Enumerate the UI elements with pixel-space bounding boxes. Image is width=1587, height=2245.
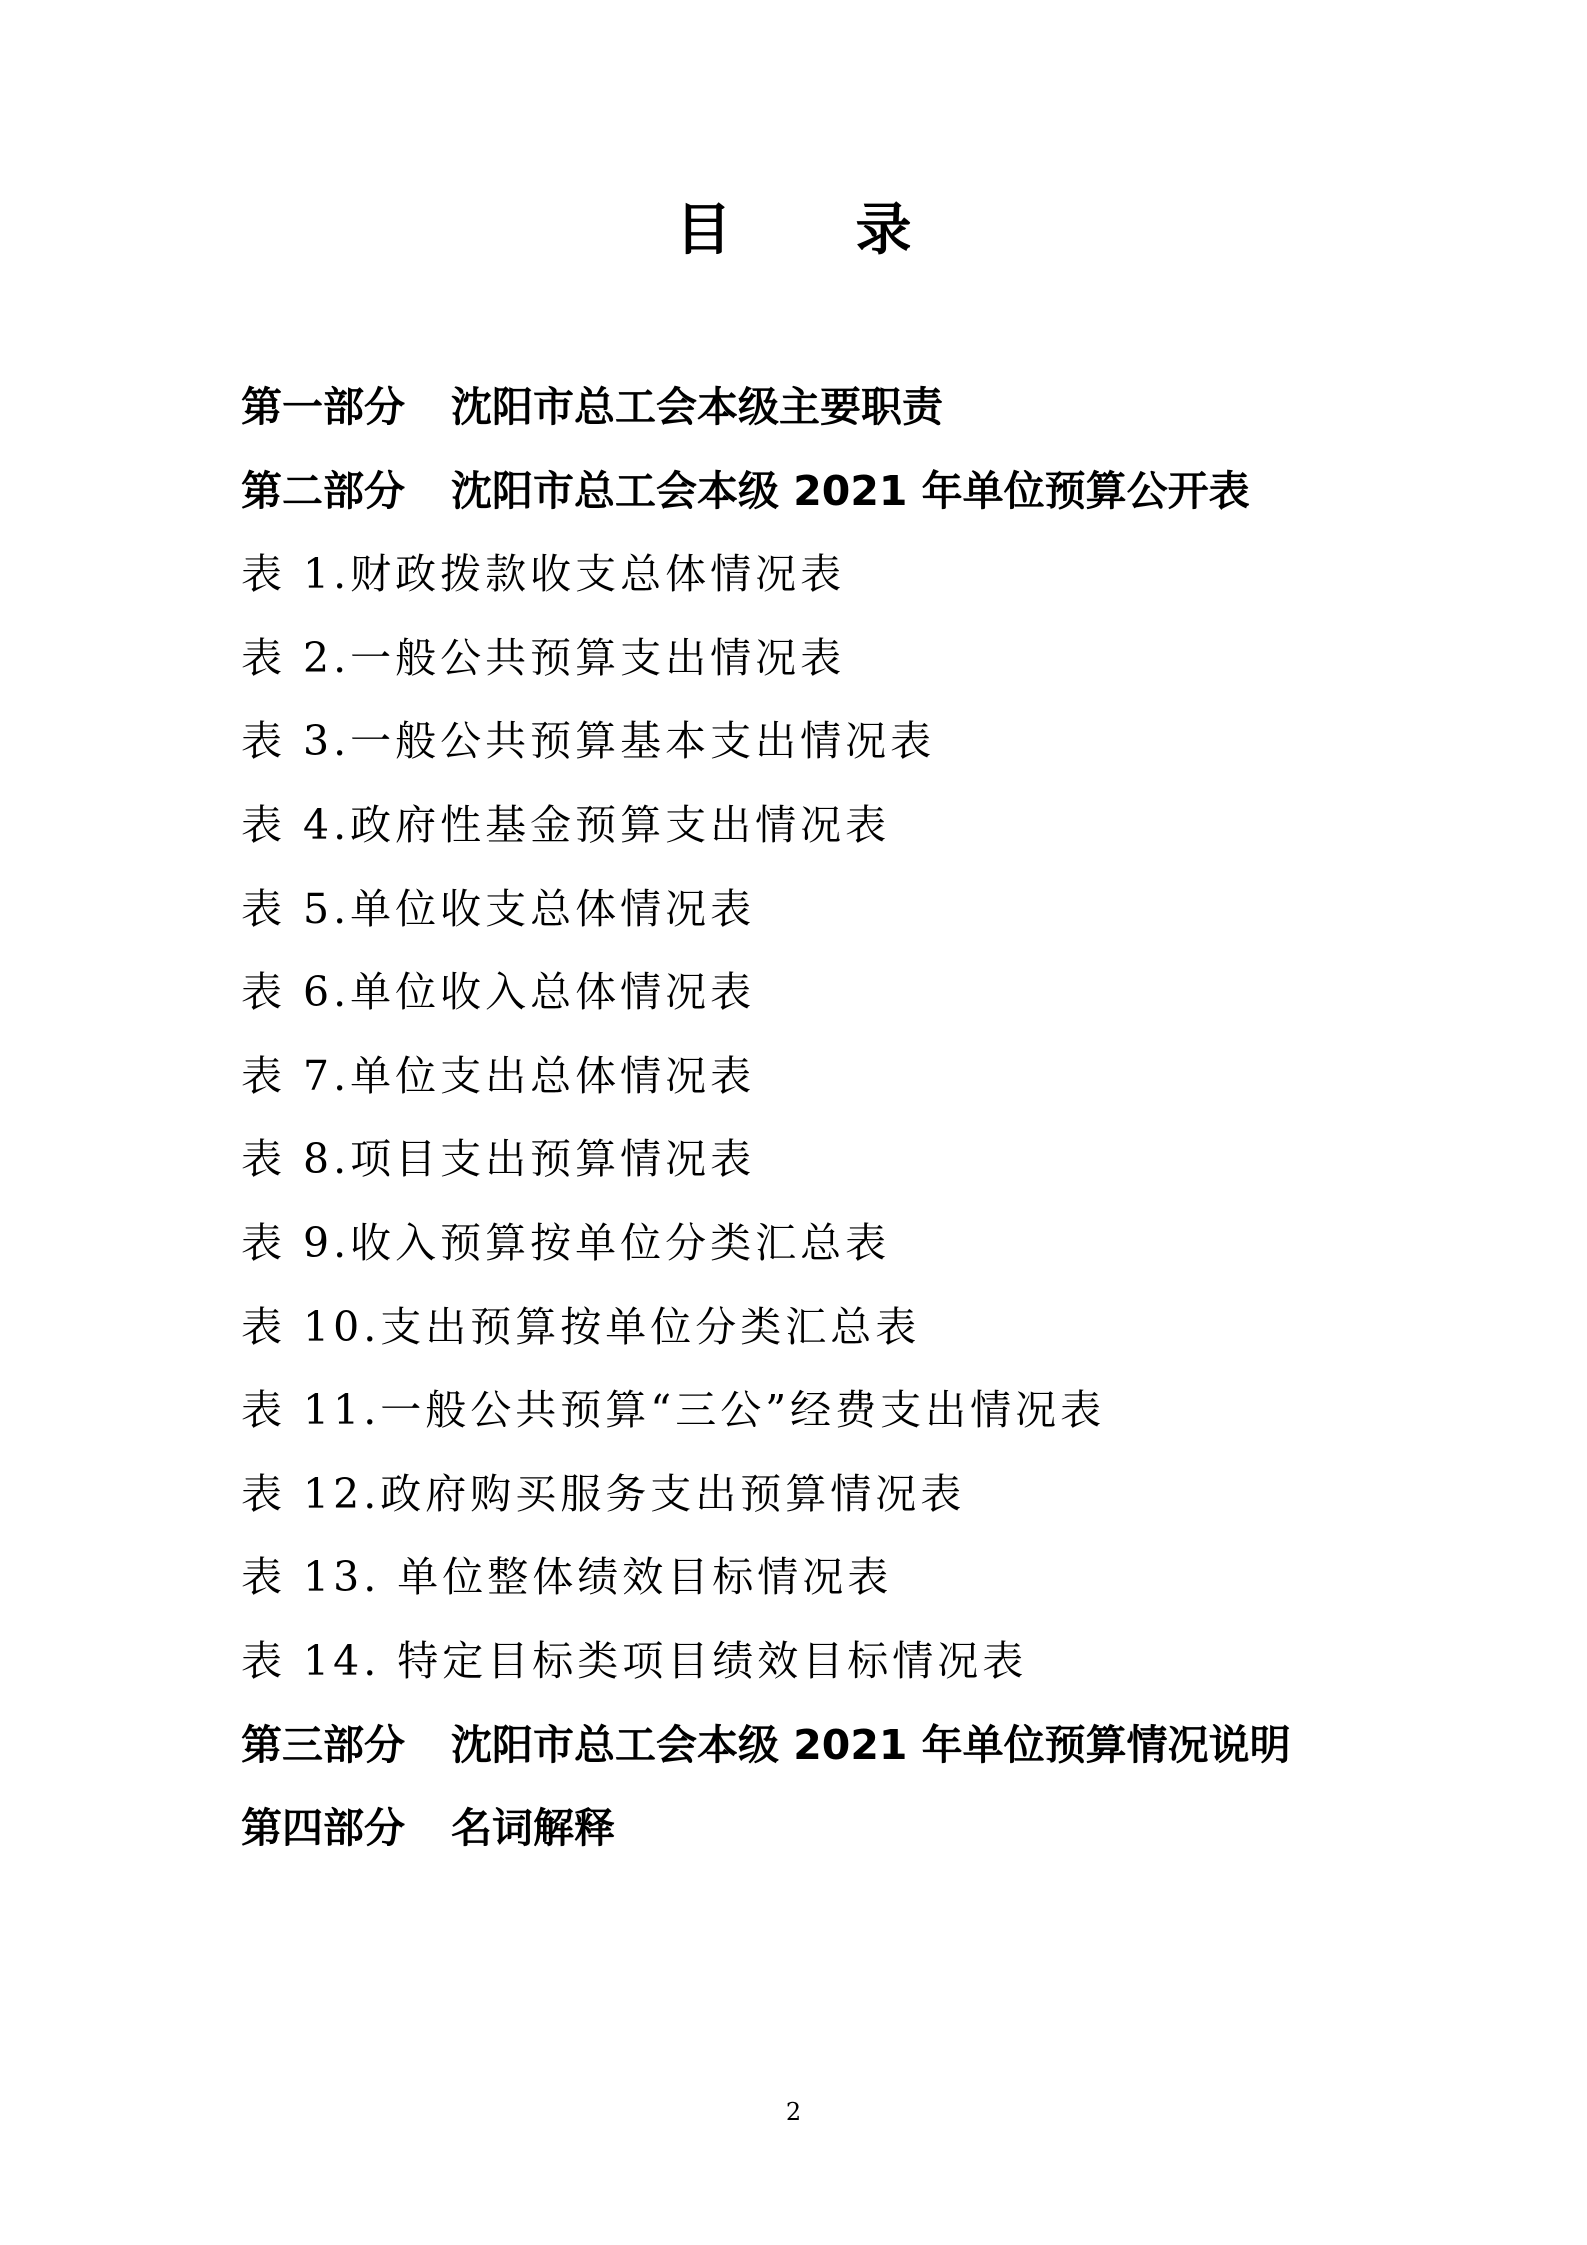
toc-table-1[interactable]: 表 1.财政拨款收支总体情况表 (241, 550, 846, 599)
toc-table-13[interactable]: 表 13. 单位整体绩效目标情况表 (241, 1553, 893, 1602)
toc-table-10[interactable]: 表 10.支出预算按单位分类汇总表 (241, 1302, 921, 1351)
toc-table-9[interactable]: 表 9.收入预算按单位分类汇总表 (241, 1218, 891, 1267)
toc-table-4[interactable]: 表 4.政府性基金预算支出情况表 (241, 800, 891, 849)
part-title: 沈阳市总工会本级 2021 年单位预算情况说明 (451, 1720, 1291, 1769)
toc-table-8[interactable]: 表 8.项目支出预算情况表 (241, 1135, 756, 1184)
toc-table-11[interactable]: 表 11.一般公共预算“三公”经费支出情况表 (241, 1386, 1106, 1435)
part-label: 第三部分 (241, 1720, 405, 1769)
toc-table-5[interactable]: 表 5.单位收支总体情况表 (241, 884, 756, 933)
part-label: 第二部分 (241, 466, 405, 515)
toc-table-12[interactable]: 表 12.政府购买服务支出预算情况表 (241, 1469, 966, 1518)
title-char: 录 (855, 198, 912, 263)
toc-part-4[interactable] (241, 1787, 1441, 1871)
part-title: 沈阳市总工会本级主要职责 (451, 383, 943, 431)
toc-table-14[interactable]: 表 14. 特定目标类项目绩效目标情况表 (241, 1636, 1028, 1685)
page-number: 2 (785, 2098, 802, 2126)
page-title (0, 195, 1587, 267)
part-label: 第四部分 (241, 1804, 405, 1853)
toc-table-6[interactable]: 表 6.单位收入总体情况表 (241, 968, 756, 1017)
toc-table-2[interactable]: 表 2.一般公共预算支出情况表 (241, 633, 846, 682)
toc-part-3[interactable] (241, 1704, 1441, 1788)
table-of-contents (241, 366, 1441, 1871)
toc-part-2[interactable] (241, 450, 1441, 534)
part-title: 名词解释 (451, 1804, 615, 1853)
toc-table-7[interactable]: 表 7.单位支出总体情况表 (241, 1051, 756, 1100)
toc-table-3[interactable]: 表 3.一般公共预算基本支出情况表 (241, 717, 936, 766)
title-char: 目 (675, 198, 732, 263)
toc-part-1[interactable] (241, 366, 1441, 450)
part-title: 沈阳市总工会本级 2021 年单位预算公开表 (451, 466, 1250, 515)
part-label: 第一部分 (241, 383, 405, 431)
